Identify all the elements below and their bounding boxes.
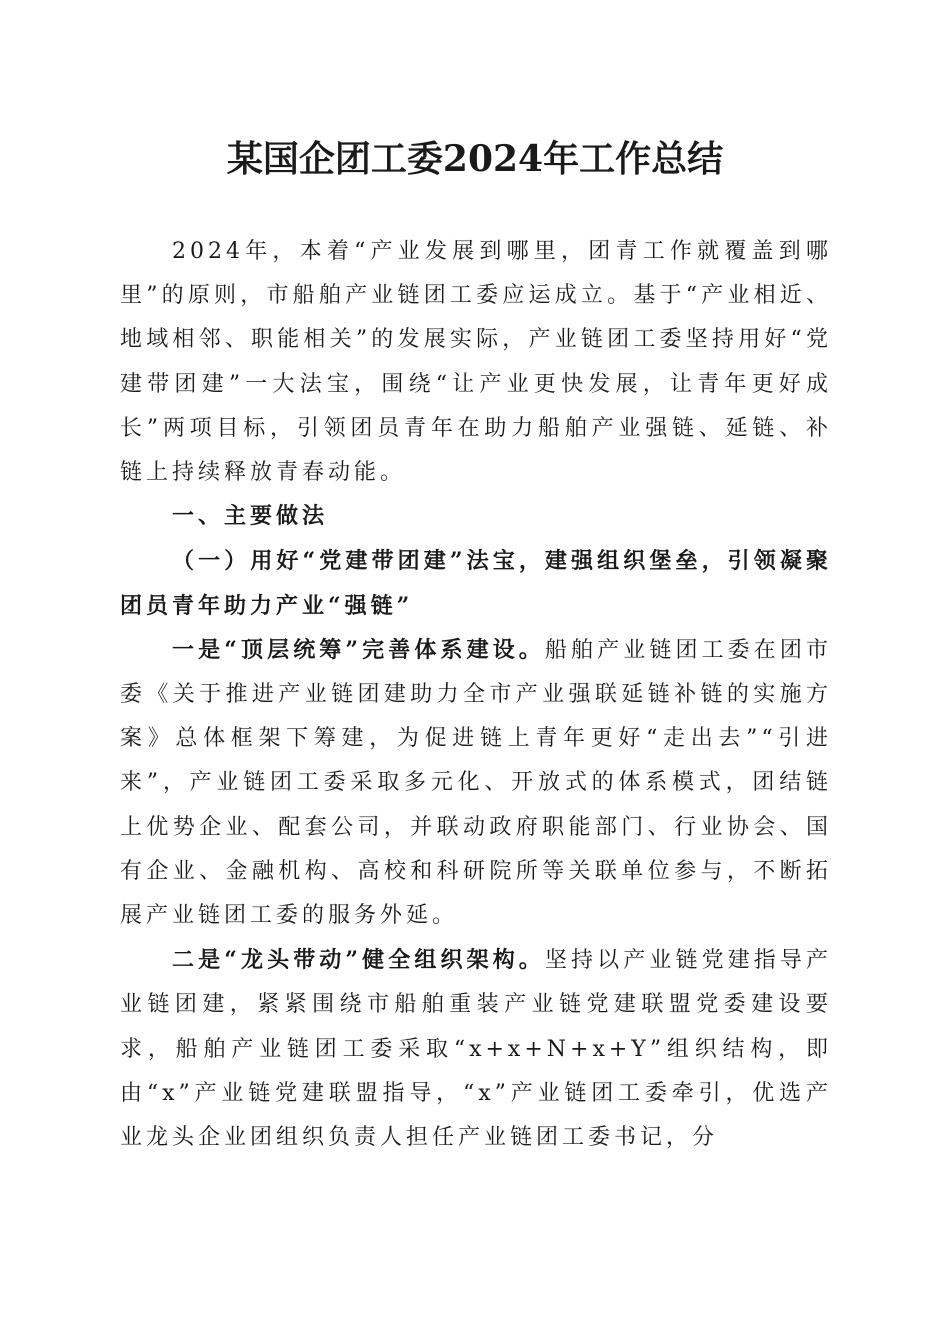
- point-2-lead: 二是“龙头带动”健全组织架构。: [172, 947, 545, 974]
- intro-paragraph: 2024年，本着“产业发展到哪里，团青工作就覆盖到哪里”的原则，市船舶产业链团工委应运成立。基于“产业相近、地域相邻、职能相关”的发展实际，产业链团工委坚持用好“党建带团建”一大法宝，围绕“让产业更快发展，让青年更好成长”两项目标，引领团员青年在助力船舶产业强链、延链、补链上持续释放青春动能。: [120, 239, 832, 486]
- document-body: [120, 230, 832, 1160]
- point-2-text: 坚持以产业链党建指导产业链团建，紧紧围绕市船舶重装产业链党建联盟党委建设要求，船舶产业链团工委采取“x+x+N+x+Y”组织结构，即由“x”产业链党建联盟指导，“x”产业链团工委牵引，优选产业龙头企业团组织负责人担任产业链团工委书记，分: [120, 948, 832, 1151]
- subsection-heading-1: （一）用好“党建带团建”法宝，建强组织堡垒，引领凝聚团员青年助力产业“强链”: [120, 548, 832, 619]
- document-title: 某国企团工委2024年工作总结: [226, 138, 724, 180]
- point-1-lead: 一是“顶层统筹”完善体系建设。: [172, 636, 545, 663]
- point-paragraph-2: [120, 938, 832, 1160]
- point-paragraph-1: [120, 628, 832, 938]
- section-heading-main-practices: 一、主要做法: [172, 504, 329, 530]
- point-1-text: 船舶产业链团工委在团市委《关于推进产业链团建助力全市产业强联延链补链的实施方案》总体框架下筹建，为促进链上青年更好“走出去”“引进来”，产业链团工委采取多元化、开放式的体系模式，团结链上优势企业、配套公司，并联动政府职能部门、行业协会、国有企业、金融机构、高校和科研院所等关联单位参与，不断拓展产业链团工委的服务外延。: [120, 637, 832, 929]
